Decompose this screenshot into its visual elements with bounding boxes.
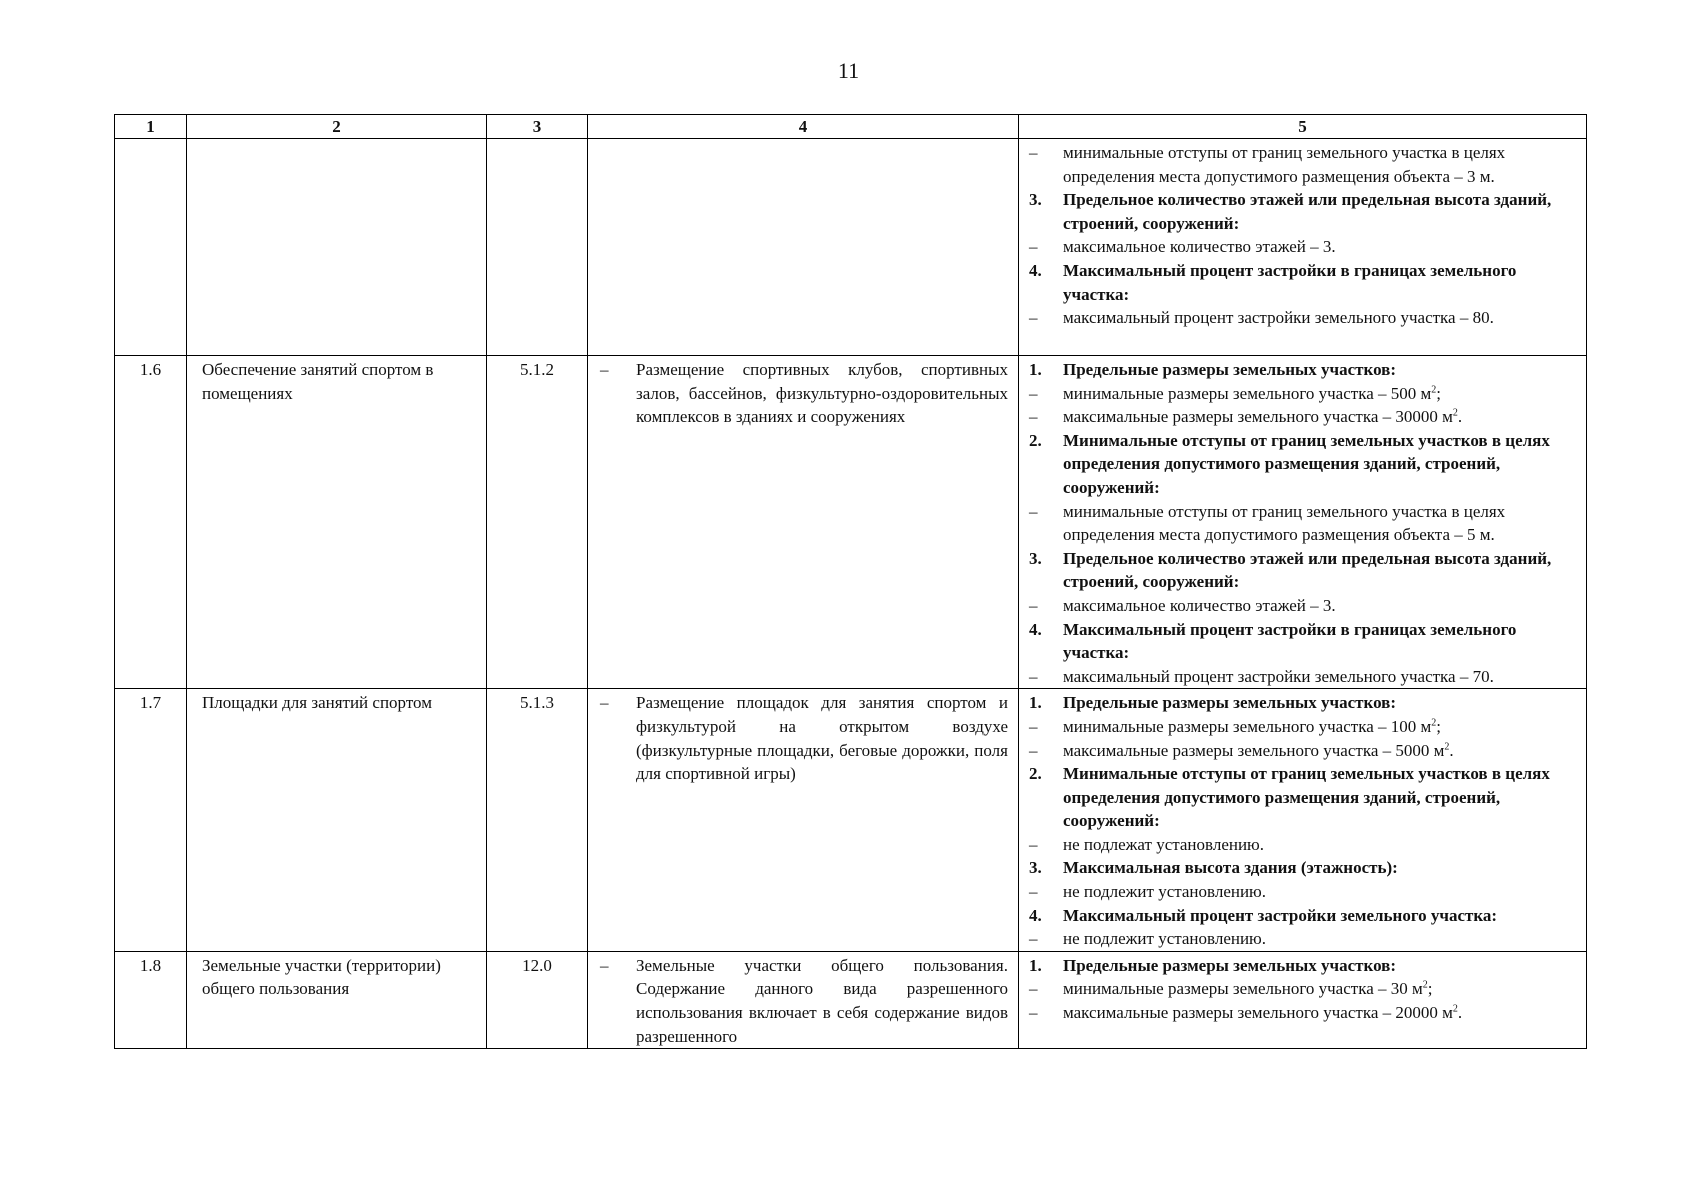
parameter-item xyxy=(1029,1001,1580,1025)
list-marker: – xyxy=(1029,929,1038,949)
parameter-text-wrap xyxy=(1063,977,1580,1001)
use-description-cell xyxy=(588,689,1019,952)
list-marker: – xyxy=(1029,143,1038,162)
punctuation: . xyxy=(1457,1003,1463,1023)
parameter-text-wrap xyxy=(1063,739,1580,763)
column-header: 1 xyxy=(115,115,187,139)
parameter-heading xyxy=(1029,954,1580,978)
column-header: 2 xyxy=(187,115,487,139)
use-description-cell xyxy=(588,951,1019,1048)
parameters-cell xyxy=(1019,951,1587,1048)
parameter-text: Предельное количество этажей или предельная высота зданий, строений, сооружений: xyxy=(1063,190,1552,233)
punctuation: ; xyxy=(1427,979,1433,999)
parameter-heading xyxy=(1029,762,1580,833)
parameter-text-wrap xyxy=(1063,306,1580,330)
list-marker: 2. xyxy=(1029,764,1042,784)
column-header: 3 xyxy=(487,115,588,139)
parameter-text-wrap xyxy=(1063,618,1580,665)
parameter-text: Максимальная высота здания (этажность): xyxy=(1063,858,1398,878)
table-row xyxy=(115,356,1587,689)
list-marker: – xyxy=(1029,308,1038,328)
parameters-cell xyxy=(1019,356,1587,689)
parameter-text: Максимальный процент застройки земельного участка: xyxy=(1063,905,1498,925)
list-marker: – xyxy=(1029,237,1038,257)
parameter-text-wrap xyxy=(1063,500,1580,547)
dash-marker: – xyxy=(600,360,609,379)
parameter-text-wrap xyxy=(1063,856,1580,880)
parameter-text-wrap xyxy=(1063,547,1580,594)
parameter-heading xyxy=(1029,904,1580,928)
parameter-text-wrap xyxy=(1063,141,1580,188)
punctuation: . xyxy=(1449,740,1454,760)
use-description: Размещение спортивных клубов, спортивных залов, бассейнов, физкультурно-оздоровительных комплексов в зданиях и сооружениях xyxy=(636,360,1008,427)
list-marker: – xyxy=(1029,740,1038,760)
parameter-heading xyxy=(1029,618,1580,665)
parameter-heading xyxy=(1029,259,1580,306)
punctuation: . xyxy=(1457,407,1463,427)
table-row xyxy=(115,689,1587,952)
parameter-text: максимальный процент застройки земельного участка – 70. xyxy=(1063,666,1494,686)
dash-marker: – xyxy=(600,955,609,975)
parameter-text: Максимальный процент застройки в границах земельного участка: xyxy=(1063,619,1517,663)
use-type-name xyxy=(187,139,487,356)
list-marker: 1. xyxy=(1029,955,1042,975)
list-marker: 3. xyxy=(1029,548,1042,568)
parameter-text-wrap xyxy=(1063,665,1580,689)
superscript: 2 xyxy=(1431,717,1437,729)
parameter-heading xyxy=(1029,691,1580,715)
use-type-name: Земельные участки (территории) общего пользования xyxy=(187,951,487,1048)
list-marker: – xyxy=(1029,882,1038,902)
parameter-heading xyxy=(1029,429,1580,500)
use-type-code: 5.1.2 xyxy=(487,356,588,689)
use-description-cell xyxy=(588,139,1019,356)
row-number xyxy=(115,139,187,356)
parameter-item xyxy=(1029,833,1580,857)
list-marker: – xyxy=(1029,716,1038,736)
parameter-text: Минимальные отступы от границ земельных участков в целях определения допустимого размещения зданий, строений, сооружений: xyxy=(1063,430,1550,497)
parameter-text-wrap xyxy=(1063,691,1580,715)
list-marker: 4. xyxy=(1029,260,1042,280)
parameter-text-wrap xyxy=(1063,405,1580,429)
parameter-item xyxy=(1029,927,1580,951)
list-marker: – xyxy=(1029,1003,1038,1023)
header-row xyxy=(115,115,1587,139)
parameter-text: максимальное количество этажей – 3. xyxy=(1063,595,1336,615)
parameter-item xyxy=(1029,141,1580,188)
parameter-text: Минимальные отступы от границ земельных участков в целях определения допустимого размещения зданий, строений, сооружений: xyxy=(1063,764,1550,831)
row-number: 1.8 xyxy=(115,951,187,1048)
parameter-text-wrap xyxy=(1063,954,1580,978)
list-marker: 2. xyxy=(1029,430,1042,450)
parameter-item xyxy=(1029,405,1580,429)
parameter-heading xyxy=(1029,547,1580,594)
parameter-text-wrap xyxy=(1063,880,1580,904)
dash-marker: – xyxy=(600,693,609,713)
parameter-text: Предельное количество этажей или предельная высота зданий, строений, сооружений: xyxy=(1063,548,1552,592)
parameter-text: Предельные размеры земельных участков: xyxy=(1063,955,1397,975)
use-type-code: 12.0 xyxy=(487,951,588,1048)
parameter-item xyxy=(1029,382,1580,406)
column-header: 5 xyxy=(1019,115,1587,139)
zoning-table xyxy=(114,114,1587,1049)
column-header: 4 xyxy=(588,115,1019,139)
parameter-text: не подлежит установлению. xyxy=(1063,929,1267,949)
parameter-text: Максимальный процент застройки в границах земельного участка: xyxy=(1063,260,1517,304)
list-marker: – xyxy=(1029,834,1038,854)
list-marker: 3. xyxy=(1029,858,1042,878)
parameter-text: минимальные отступы от границ земельного участка в целях определения места допустимого размещения объекта – 5 м. xyxy=(1063,501,1506,545)
parameter-text-wrap xyxy=(1063,833,1580,857)
parameter-item xyxy=(1029,977,1580,1001)
parameter-text-wrap xyxy=(1063,715,1580,739)
list-marker: 3. xyxy=(1029,190,1042,210)
row-number: 1.6 xyxy=(115,356,187,689)
parameter-text: минимальные размеры земельного участка – 500 м xyxy=(1063,383,1432,403)
superscript: 2 xyxy=(1452,407,1458,419)
parameter-text: максимальные размеры земельного участка – 30000 м xyxy=(1063,407,1453,427)
parameter-text-wrap xyxy=(1063,927,1580,951)
parameter-text: Предельные размеры земельных участков: xyxy=(1063,360,1397,379)
parameter-text-wrap xyxy=(1063,259,1580,306)
parameter-text: Предельные размеры земельных участков: xyxy=(1063,693,1397,713)
parameter-text: максимальное количество этажей – 3. xyxy=(1063,237,1336,257)
use-description-cell xyxy=(588,356,1019,689)
parameter-text-wrap xyxy=(1063,429,1580,500)
list-marker: – xyxy=(1029,407,1038,427)
parameter-text-wrap xyxy=(1063,358,1580,382)
parameter-text: минимальные отступы от границ земельного участка в целях определения места допустимого размещения объекта – 3 м. xyxy=(1063,143,1506,186)
parameter-text-wrap xyxy=(1063,762,1580,833)
parameters-cell xyxy=(1019,689,1587,952)
list-marker: – xyxy=(1029,383,1038,403)
parameter-text-wrap xyxy=(1063,235,1580,259)
superscript: 2 xyxy=(1431,383,1437,395)
parameter-heading xyxy=(1029,856,1580,880)
use-description: Размещение площадок для занятия спортом и физкультурой на открытом воздухе (физкультурные площадки, беговые дорожки, поля для спортивной игры) xyxy=(636,693,1008,784)
page-number: 11 xyxy=(837,58,860,83)
superscript: 2 xyxy=(1452,1003,1458,1015)
parameter-item xyxy=(1029,235,1580,259)
parameter-text-wrap xyxy=(1063,904,1580,928)
parameters-cell xyxy=(1019,139,1587,356)
parameter-text: не подлежат установлению. xyxy=(1063,834,1265,854)
parameter-text: не подлежит установлению. xyxy=(1063,882,1267,902)
list-marker: 4. xyxy=(1029,619,1042,639)
parameter-text: максимальный процент застройки земельного участка – 80. xyxy=(1063,308,1494,328)
parameter-text: максимальные размеры земельного участка – 20000 м xyxy=(1063,1003,1453,1023)
parameter-text: минимальные размеры земельного участка – 30 м xyxy=(1063,979,1423,999)
parameter-text-wrap xyxy=(1063,594,1580,618)
superscript: 2 xyxy=(1444,740,1450,752)
list-marker: – xyxy=(1029,666,1038,686)
parameter-text-wrap xyxy=(1063,188,1580,235)
parameter-text-wrap xyxy=(1063,1001,1580,1025)
use-type-name: Обеспечение занятий спортом в помещениях xyxy=(187,356,487,689)
parameter-item xyxy=(1029,739,1580,763)
list-marker: 1. xyxy=(1029,360,1042,379)
list-marker: – xyxy=(1029,979,1038,999)
table-row xyxy=(115,951,1587,1048)
list-marker: – xyxy=(1029,501,1038,521)
parameter-item xyxy=(1029,500,1580,547)
superscript: 2 xyxy=(1422,979,1428,991)
punctuation: ; xyxy=(1436,383,1441,403)
punctuation: ; xyxy=(1436,716,1441,736)
parameter-heading xyxy=(1029,358,1580,382)
row-number: 1.7 xyxy=(115,689,187,952)
use-type-name: Площадки для занятий спортом xyxy=(187,689,487,952)
use-type-code xyxy=(487,139,588,356)
list-marker: 1. xyxy=(1029,693,1042,713)
parameter-item xyxy=(1029,594,1580,618)
parameter-text: максимальные размеры земельного участка – 5000 м xyxy=(1063,740,1445,760)
parameter-item xyxy=(1029,715,1580,739)
table-row xyxy=(115,139,1587,356)
use-type-code: 5.1.3 xyxy=(487,689,588,952)
list-marker: 4. xyxy=(1029,905,1042,925)
parameter-text-wrap xyxy=(1063,382,1580,406)
parameter-item xyxy=(1029,665,1580,689)
parameter-item xyxy=(1029,880,1580,904)
parameter-text: минимальные размеры земельного участка – 100 м xyxy=(1063,716,1432,736)
list-marker: – xyxy=(1029,595,1038,615)
parameter-item xyxy=(1029,306,1580,330)
use-description: Земельные участки общего пользования. Содержание данного вида разрешенного использования включает в себя содержание видов разрешенного xyxy=(636,955,1008,1046)
parameter-heading xyxy=(1029,188,1580,235)
